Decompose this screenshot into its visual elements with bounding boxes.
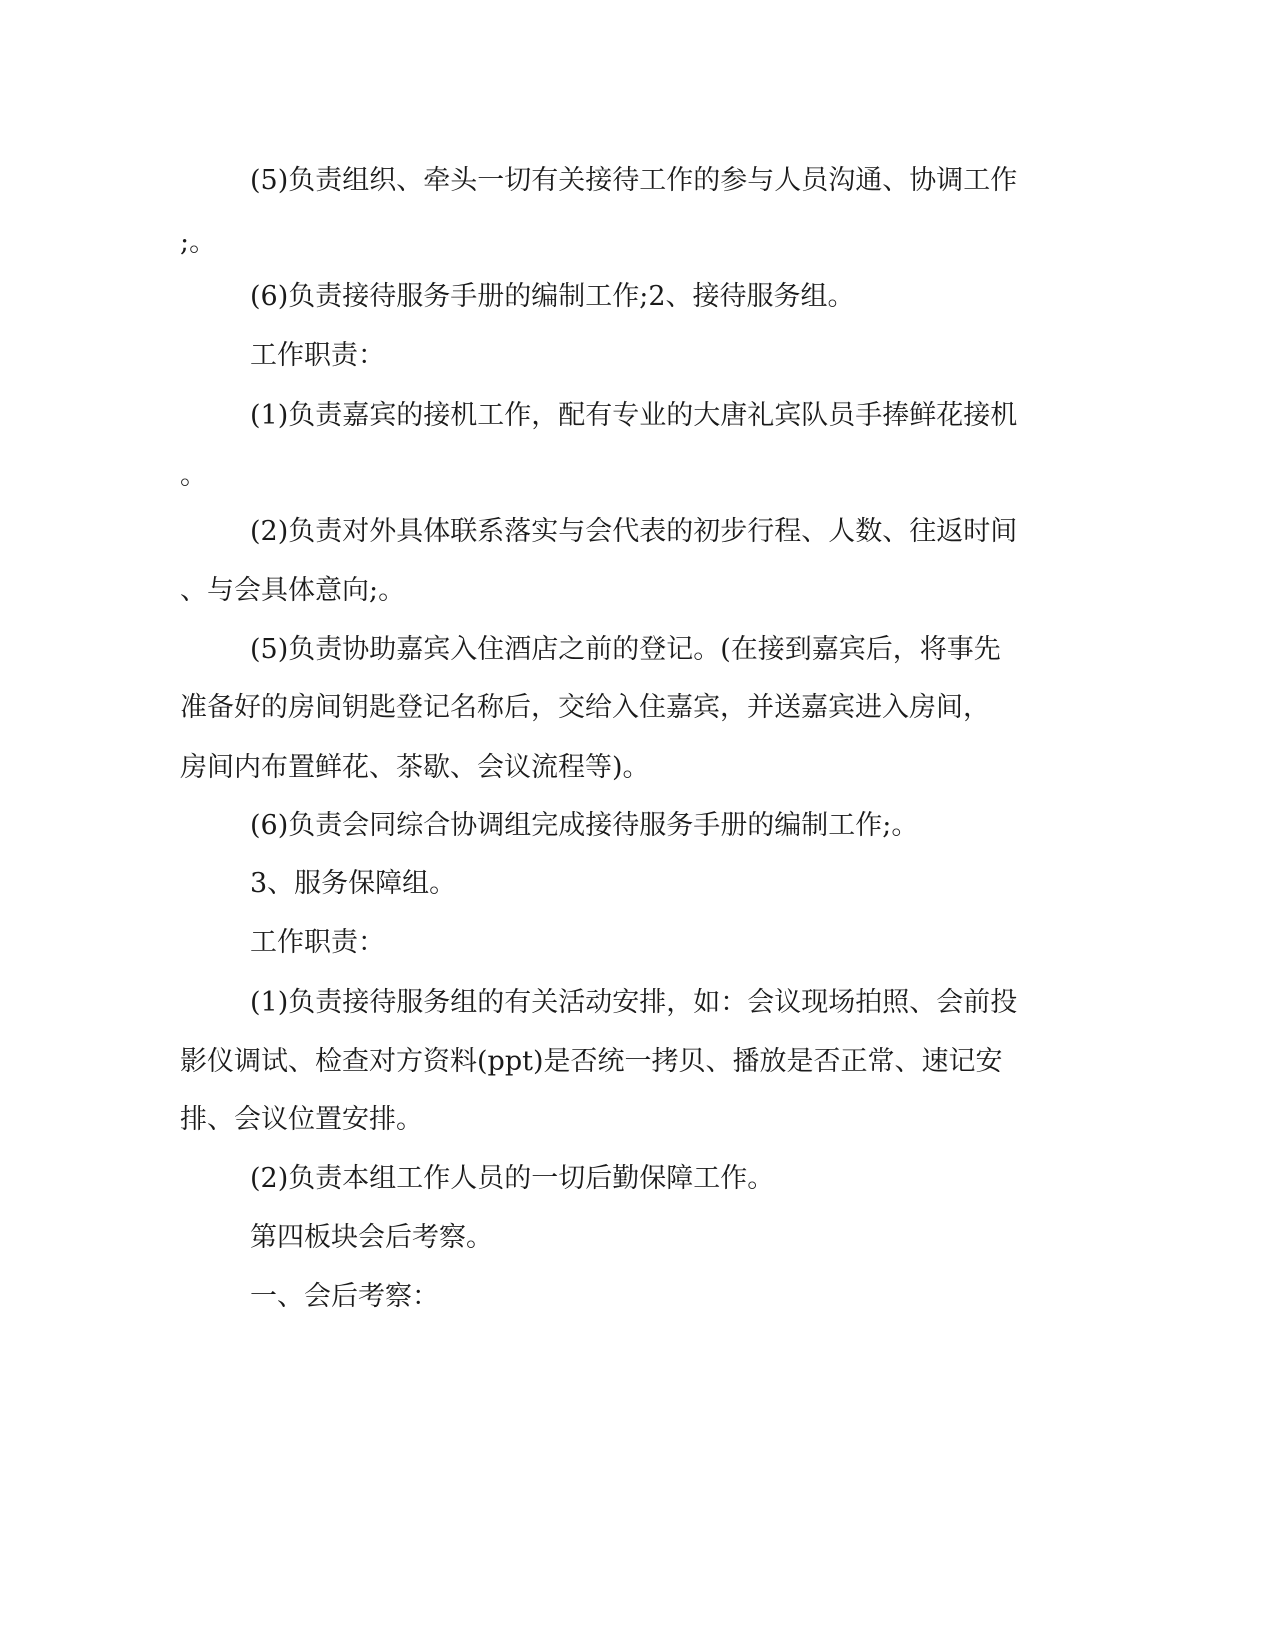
paragraph-line: ;。 — [180, 227, 217, 258]
paragraph-line: 一、会后考察： — [250, 1281, 439, 1312]
paragraph-line: 影仪调试、检查对方资料(ppt)是否统一拷贝、播放是否正常、速记安 — [180, 1046, 1003, 1077]
paragraph-line: 排、会议位置安排。 — [180, 1104, 423, 1135]
paragraph-line: 工作职责： — [250, 927, 385, 958]
paragraph-line: 工作职责： — [250, 340, 385, 371]
paragraph-line: (2)负责本组工作人员的一切后勤保障工作。 — [250, 1163, 775, 1194]
paragraph-line: 第四板块会后考察。 — [250, 1222, 493, 1253]
paragraph-line: (5)负责协助嘉宾入住酒店之前的登记。(在接到嘉宾后，将事先 — [250, 634, 1001, 665]
paragraph-line: (5)负责组织、牵头一切有关接待工作的参与人员沟通、协调工作 — [250, 165, 1018, 196]
paragraph-line: 3、服务保障组。 — [250, 868, 457, 899]
paragraph-line: 。 — [180, 460, 207, 491]
paragraph-line: 房间内布置鲜花、茶歇、会议流程等)。 — [180, 752, 650, 783]
paragraph-line: (2)负责对外具体联系落实与会代表的初步行程、人数、往返时间 — [250, 516, 1018, 547]
paragraph-line: 、与会具体意向;。 — [180, 575, 406, 606]
paragraph-line: (1)负责嘉宾的接机工作，配有专业的大唐礼宾队员手捧鲜花接机 — [250, 400, 1018, 431]
paragraph-line: (6)负责接待服务手册的编制工作;2、接待服务组。 — [250, 281, 855, 312]
paragraph-line: (1)负责接待服务组的有关活动安排，如：会议现场拍照、会前投 — [250, 987, 1018, 1018]
paragraph-line: (6)负责会同综合协调组完成接待服务手册的编制工作;。 — [250, 810, 919, 841]
paragraph-line: 准备好的房间钥匙登记名称后，交给入住嘉宾，并送嘉宾进入房间， — [180, 692, 990, 723]
